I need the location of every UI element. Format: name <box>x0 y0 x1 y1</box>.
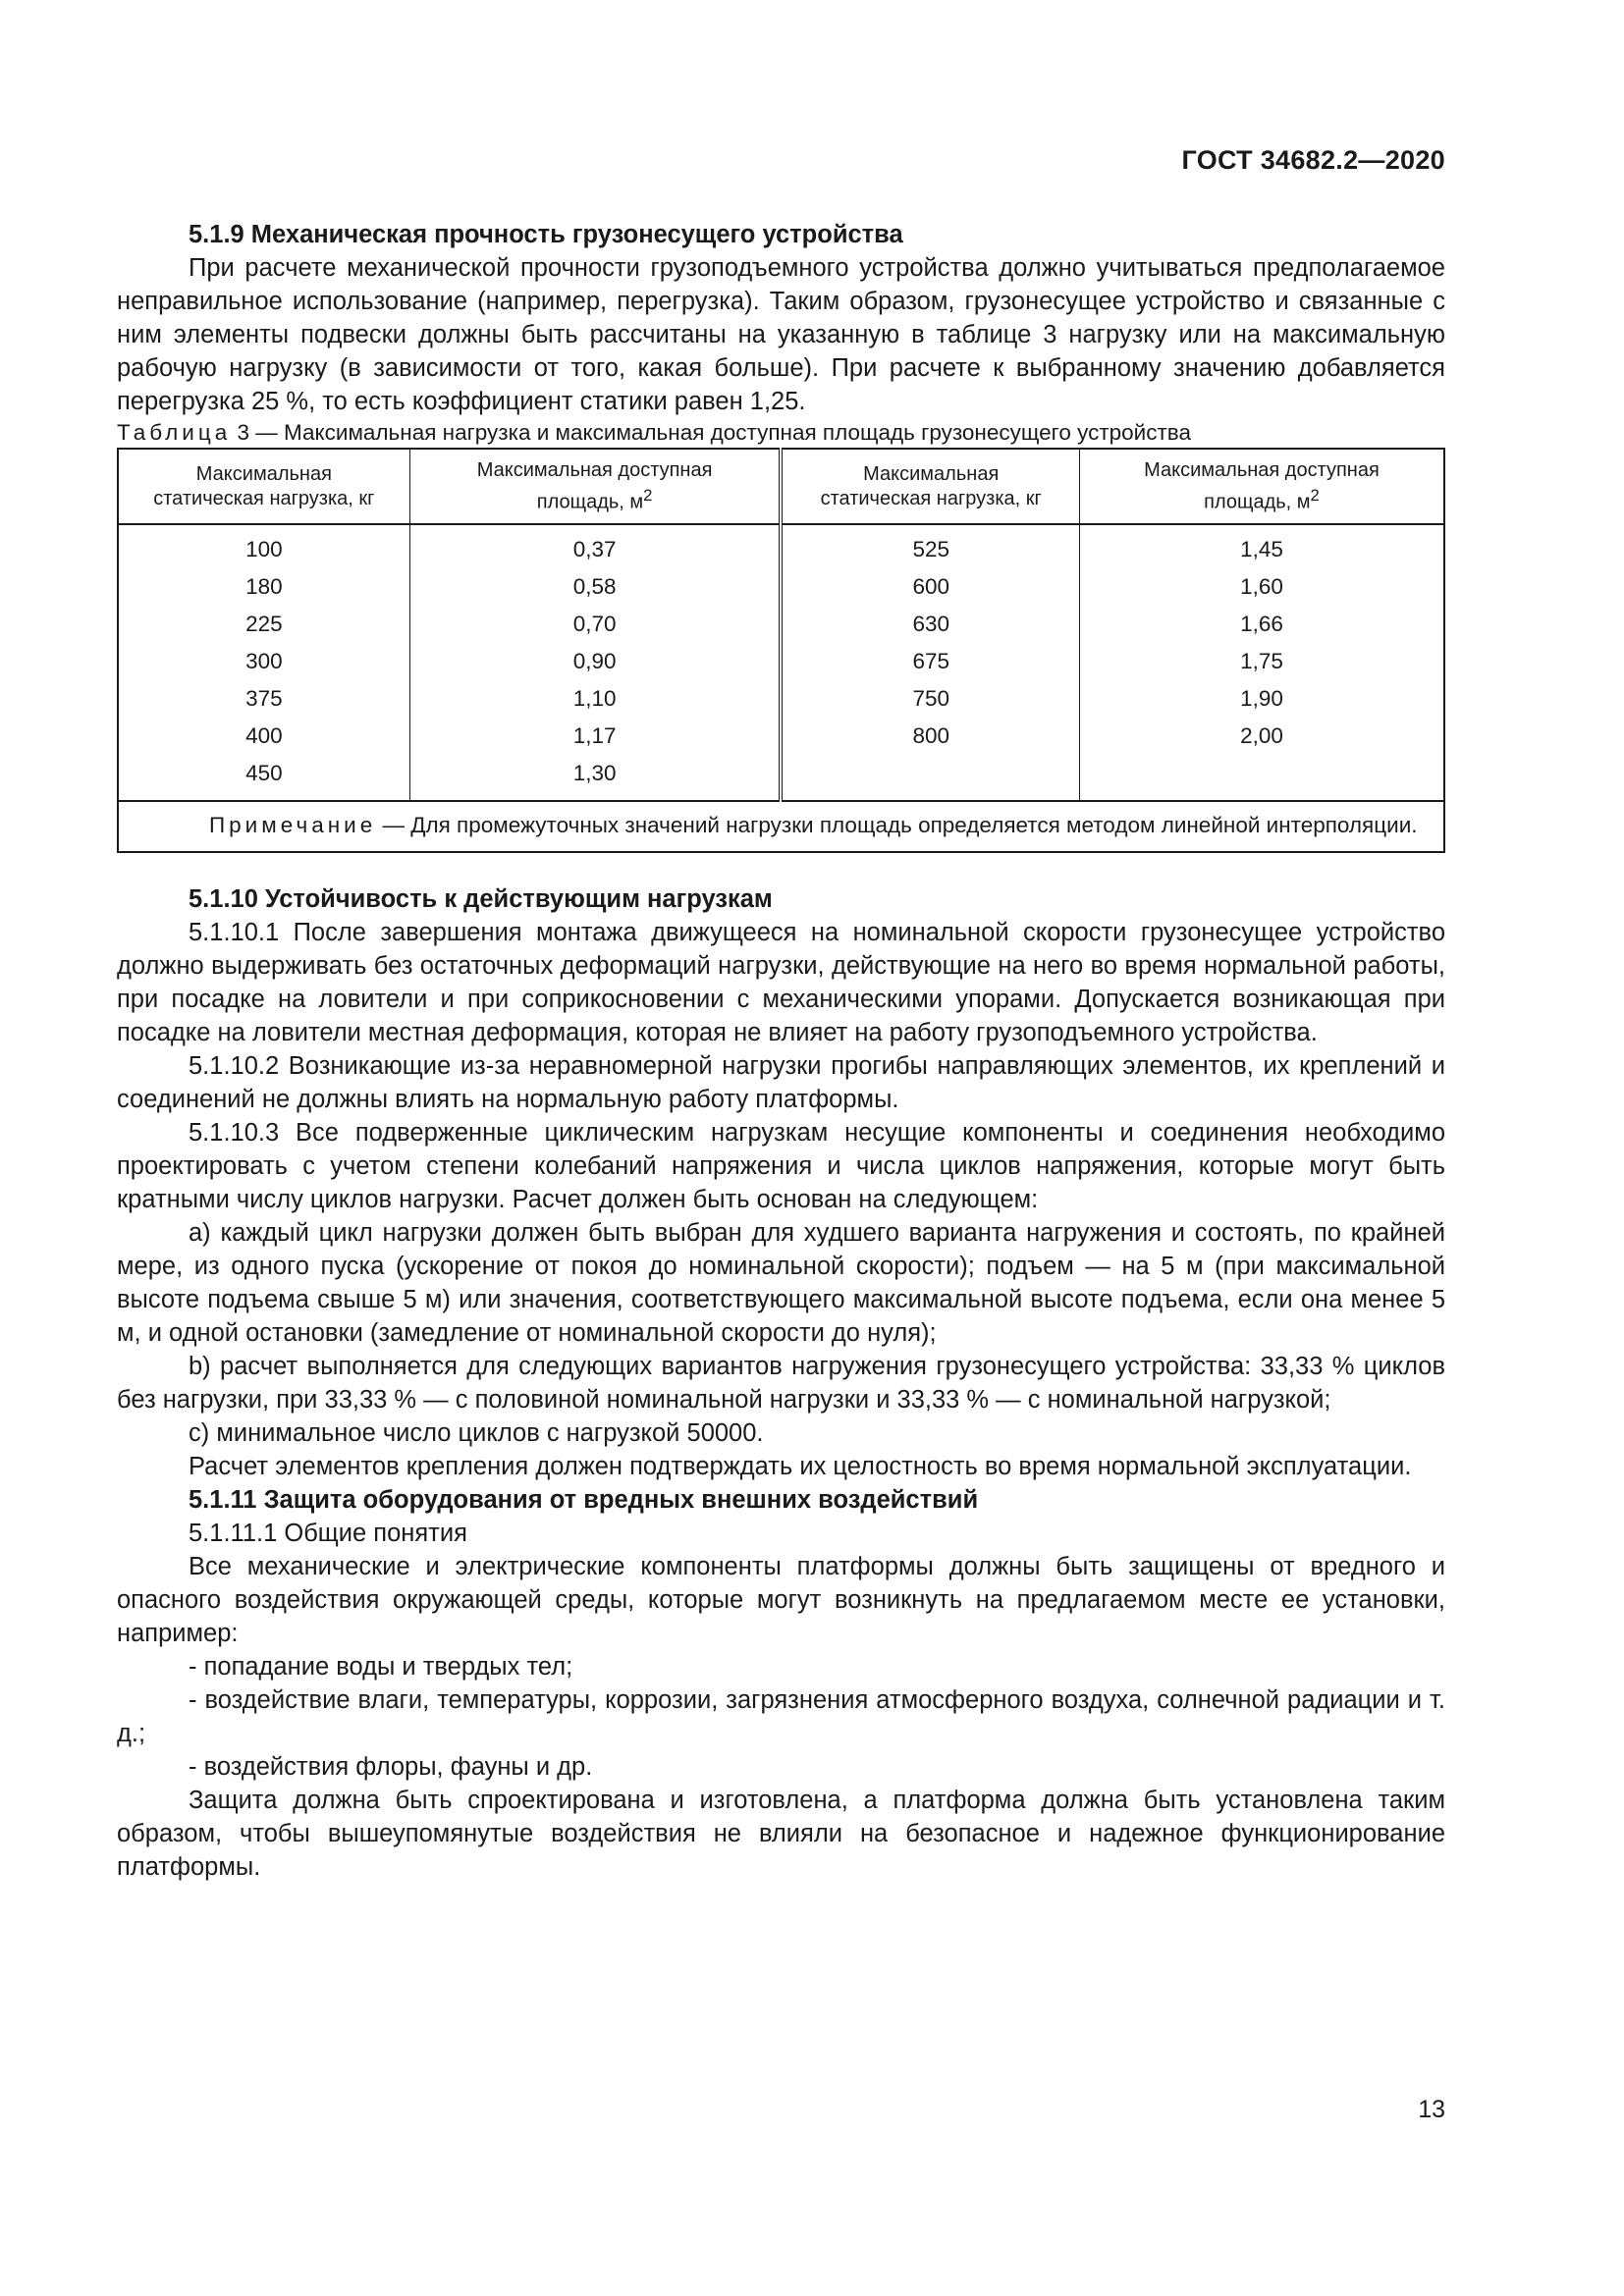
header-load-1 <box>118 449 409 524</box>
cell-load: 375 <box>118 680 409 718</box>
list-item-b: b) расчет выполняется для следующих вариантов нагружения грузонесущего устройства: 33,33 % циклов без нагрузки, при 33,33 % — с половиной номинальной нагрузки и 33,33 % — с номинальной нагрузкой; <box>117 1352 1445 1414</box>
list-item-climate: - воздействие влаги, температуры, коррозии, загрязнения атмосферного воздуха, солнечной радиации и т. д.; <box>117 1685 1445 1747</box>
header-area-1-line1: Максимальная доступная <box>476 459 713 481</box>
cell-load: 630 <box>781 606 1079 643</box>
list-item-a: а) каждый цикл нагрузки должен быть выбран для худшего варианта нагружения и состоять, по крайней мере, из одного пуска (ускорение от покоя до номинальной скорости); подъем — на 5 м (при максимальной высоте подъема свыше 5 м) или значения, соответствующего максимальной высоте подъема, если она менее 5 м, и одной остановки (замедление от номинальной скорости до нуля); <box>117 1218 1445 1347</box>
cell-load: 600 <box>781 568 1079 606</box>
cell-area: 1,10 <box>409 680 781 718</box>
cell-load: 800 <box>781 718 1079 755</box>
section-5-1-9-text: При расчете механической прочности грузоподъемного устройства должно учитываться предполагаемое неправильное использование (например, перегрузка). Таким образом, грузонесущее устройство и связанные с ним элементы подвески должны быть рассчитаны на указанную в таблице 3 нагрузку или на максимальную рабочую нагрузку (в зависимости от того, какая больше). При расчете к выбранному значению добавляется перегрузка 25 %, то есть коэффициент статики равен 1,25. <box>117 254 1445 415</box>
list-item-c: c) минимальное число циклов с нагрузкой 50000. <box>189 1418 764 1447</box>
header-area-2-sup: 2 <box>1310 486 1320 505</box>
cell-area: 1,60 <box>1240 573 1283 599</box>
header-area-2 <box>1079 449 1444 524</box>
section-5-1-11-1-title: 5.1.11.1 Общие понятия <box>189 1519 467 1547</box>
header-area-1 <box>409 449 781 524</box>
section-5-1-10-1: 5.1.10.1 После завершения монтажа движущееся на номинальной скорости грузонесущее устройство должно выдерживать без остаточных деформаций нагрузки, действующие на него во время нормальной работы, при посадке на ловители и при соприкосновении с механическими упорами. Допускается возникающая при посадке на ловители местная деформация, которая не влияет на работу грузоподъемного устройства. <box>117 918 1445 1046</box>
table-caption <box>117 418 1445 448</box>
section-5-1-11-heading: 5.1.11 Защита оборудования от вредных внешних воздействий <box>189 1485 979 1514</box>
table-row <box>118 643 1444 680</box>
header-area-2-line2: площадь, м <box>1204 491 1311 513</box>
cell-load: 675 <box>781 643 1079 680</box>
cell-load <box>781 755 1079 801</box>
table-row <box>118 524 1444 568</box>
table-row <box>118 680 1444 718</box>
cell-load: 525 <box>781 524 1079 568</box>
document-id: ГОСТ 34682.2—2020 <box>1181 145 1445 175</box>
page-content <box>117 218 1445 1884</box>
cell-area: 1,30 <box>409 755 781 801</box>
table-note <box>118 801 1444 852</box>
section-5-1-10-heading: 5.1.10 Устойчивость к действующим нагрузкам <box>189 884 773 913</box>
load-area-table <box>117 448 1445 853</box>
header-area-2-line1: Максимальная доступная <box>1144 459 1380 481</box>
cell-load: 100 <box>118 524 409 568</box>
header-area-1-sup: 2 <box>643 486 653 505</box>
page-number: 13 <box>1418 2096 1445 2123</box>
table-row <box>118 755 1444 801</box>
cell-area: 1,75 <box>1240 648 1283 673</box>
table-caption-label: Таблица <box>117 420 232 445</box>
table-row <box>118 718 1444 755</box>
header-area-1-line2: площадь, м <box>536 491 644 513</box>
cell-load: 400 <box>118 718 409 755</box>
header-load-1-line2: статическая нагрузка, кг <box>153 487 375 509</box>
cell-load: 180 <box>118 568 409 606</box>
cell-area <box>1079 755 1444 801</box>
cell-load: 750 <box>781 680 1079 718</box>
cell-area: 0,58 <box>409 568 781 606</box>
cell-load: 450 <box>118 755 409 801</box>
note-text: — Для промежуточных значений нагрузки площадь определяется методом линейной интерполяции. <box>376 812 1418 837</box>
cell-load: 225 <box>118 606 409 643</box>
cell-area: 1,66 <box>1240 611 1283 636</box>
section-5-1-11-closing: Защита должна быть спроектирована и изготовлена, а платформа должна быть установлена таким образом, чтобы вышеупомянутые воздействия не влияли на безопасное и надежное функционирование платформы. <box>117 1786 1445 1881</box>
cell-area: 0,70 <box>409 606 781 643</box>
section-5-1-11-text: Все механические и электрические компоненты платформы должны быть защищены от вредного и опасного воздействия окружающей среды, которые могут возникнуть на предлагаемом месте ее установки, например: <box>117 1552 1445 1647</box>
list-item-flora: - воздействия флоры, фауны и др. <box>189 1752 593 1781</box>
table-row <box>118 606 1444 643</box>
cell-area: 0,37 <box>409 524 781 568</box>
list-item-water: - попадание воды и твердых тел; <box>189 1652 573 1681</box>
section-5-1-10-2: 5.1.10.2 Возникающие из-за неравномерной нагрузки прогибы направляющих элементов, их креплений и соединений не должны влиять на нормальную работу платформы. <box>117 1051 1445 1113</box>
section-5-1-10-3: 5.1.10.3 Все подверженные циклическим нагрузкам несущие компоненты и соединения необходимо проектировать с учетом степени колебаний напряжения и числа циклов напряжения, которые могут быть кратными числу циклов нагрузки. Расчет должен быть основан на следующем: <box>117 1118 1445 1213</box>
header-load-2-line2: статическая нагрузка, кг <box>820 487 1042 509</box>
table-row <box>118 568 1444 606</box>
header-load-2 <box>781 449 1079 524</box>
cell-load: 300 <box>118 643 409 680</box>
cell-area: 1,90 <box>1240 685 1283 711</box>
cell-area: 1,45 <box>1240 536 1283 561</box>
header-load-2-line1: Максимальная <box>863 462 1000 485</box>
section-5-1-10-closing: Расчет элементов крепления должен подтверждать их целостность во время нормальной эксплуатации. <box>189 1452 1412 1480</box>
header-load-1-line1: Максимальная <box>195 462 332 485</box>
section-5-1-9-heading: 5.1.9 Механическая прочность грузонесущего устройства <box>189 221 903 248</box>
cell-area: 0,90 <box>409 643 781 680</box>
table-caption-text: 3 — Максимальная нагрузка и максимальная доступная площадь грузонесущего устройства <box>237 420 1192 445</box>
table-note-row <box>118 801 1444 852</box>
cell-area: 1,17 <box>409 718 781 755</box>
cell-area: 2,00 <box>1240 722 1283 748</box>
table-header-row <box>118 449 1444 524</box>
note-label: Примечание <box>209 812 377 837</box>
